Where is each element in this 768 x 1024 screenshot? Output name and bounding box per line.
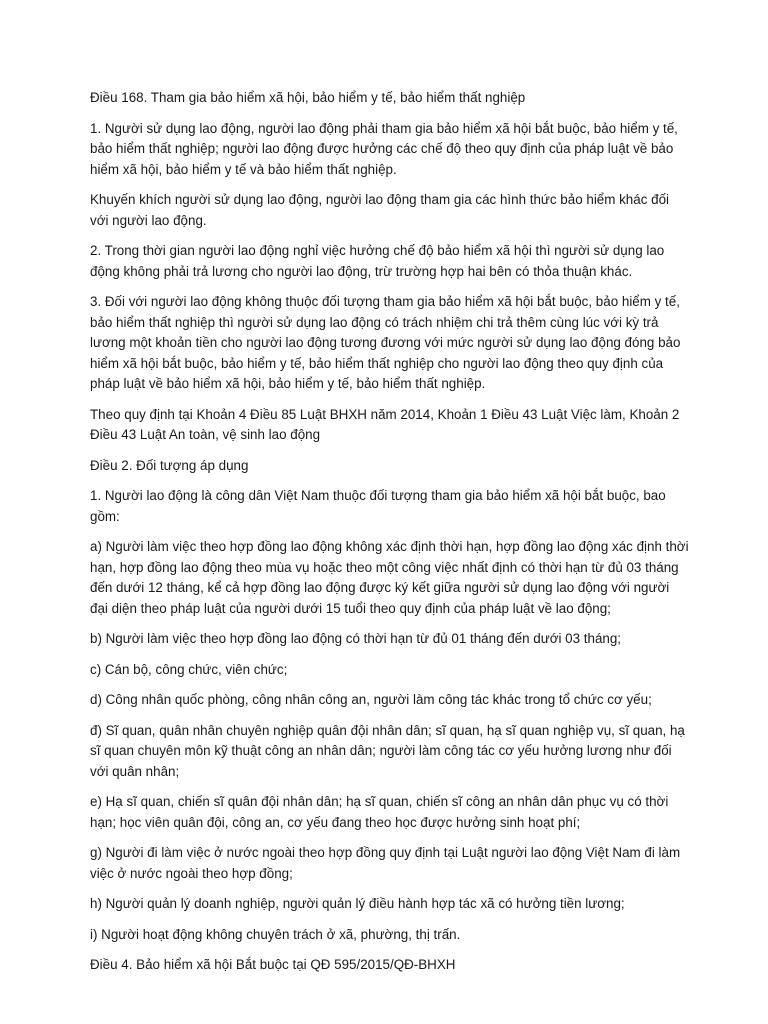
- article-168-clause-3: 3. Đối với người lao động không thuộc đối tượng tham gia bảo hiểm xã hội bắt buộc, bảo hiểm y tế, bảo hiểm thất nghiệp thì người sử dụng lao động có trách nhiệm chi trả thêm cùng lúc với kỳ trả lương một khoản tiền cho người lao động tương đương với mức người sử dụng lao động đóng bảo hiểm xã hội bắt buộc, bảo hiểm y tế, bảo hiểm thất nghiệp cho người lao động theo quy định của pháp luật về bảo hiểm xã hội, bảo hiểm y tế, bảo hiểm thất nghiệp.: [90, 294, 681, 391]
- article-2-item-h: h) Người quản lý doanh nghiệp, người quản lý điều hành hợp tác xã có hưởng tiền lương;: [90, 896, 625, 911]
- article-2-heading: Điều 2. Đối tượng áp dụng: [90, 457, 249, 473]
- legal-reference-note: Theo quy định tại Khoản 4 Điều 85 Luật BHXH năm 2014, Khoản 1 Điều 43 Luật Việc làm, Khoản 2 Điều 43 Luật An toàn, vệ sinh lao động: [90, 406, 680, 442]
- article-2-item-a: a) Người làm việc theo hợp đồng lao động không xác định thời hạn, hợp đồng lao động xác định thời hạn, hợp đồng lao động theo mùa vụ hoặc theo một công việc nhất định có thời hạn từ đủ 03 tháng đến dưới 12 tháng, kể cả hợp đồng lao động được ký kết giữa người sử dụng lao động với người đại diện theo pháp luật của người dưới 15 tuổi theo quy định của pháp luật về lao động;: [90, 539, 689, 616]
- document-page: [90, 88, 690, 986]
- article-168-clause-1-encouragement: Khuyến khích người sử dụng lao động, người lao động tham gia các hình thức bảo hiểm khác đối với người lao động.: [90, 192, 669, 228]
- article-2-item-c: c) Cán bộ, công chức, viên chức;: [90, 661, 288, 677]
- article-2-item-i: i) Người hoạt động không chuyên trách ở xã, phường, thị trấn.: [90, 926, 461, 942]
- article-2-item-dd: đ) Sĩ quan, quân nhân chuyên nghiệp quân đội nhân dân; sĩ quan, hạ sĩ quan nghiệp vụ, sĩ quan, hạ sĩ quan chuyên môn kỹ thuật công an nhân dân; người làm công tác cơ yếu hưởng lương như đối với quân nhân;: [90, 722, 685, 779]
- article-2-item-e: e) Hạ sĩ quan, chiến sĩ quân đội nhân dân; hạ sĩ quan, chiến sĩ công an nhân dân phục vụ có thời hạn; học viên quân đội, công an, cơ yếu đang theo học được hưởng sinh hoạt phí;: [90, 794, 669, 830]
- article-2-item-g: g) Người đi làm việc ở nước ngoài theo hợp đồng quy định tại Luật người lao động Việt Nam đi làm việc ở nước ngoài theo hợp đồng;: [90, 845, 681, 881]
- article-2-item-b: b) Người làm việc theo hợp đồng lao động có thời hạn từ đủ 01 tháng đến dưới 03 tháng;: [90, 631, 622, 646]
- article-168-clause-2: 2. Trong thời gian người lao động nghỉ việc hưởng chế độ bảo hiểm xã hội thì người sử dụng lao động không phải trả lương cho người lao động, trừ trường hợp hai bên có thỏa thuận khác.: [90, 243, 665, 279]
- article-168-clause-1: 1. Người sử dụng lao động, người lao động phải tham gia bảo hiểm xã hội bắt buộc, bảo hiểm y tế, bảo hiểm thất nghiệp; người lao động được hưởng các chế độ theo quy định của pháp luật về bảo hiểm xã hội, bảo hiểm y tế và bảo hiểm thất nghiệp.: [90, 120, 678, 177]
- article-4-heading: Điều 4. Bảo hiểm xã hội Bắt buộc tại QĐ 595/2015/QĐ-BHXH: [90, 957, 456, 972]
- article-2-clause-1: 1. Người lao động là công dân Việt Nam thuộc đối tượng tham gia bảo hiểm xã hội bắt buộc, bao gồm:: [90, 488, 666, 524]
- article-2-item-d: d) Công nhân quốc phòng, công nhân công an, người làm công tác khác trong tổ chức cơ yếu;: [90, 692, 652, 707]
- article-168-heading: Điều 168. Tham gia bảo hiểm xã hội, bảo hiểm y tế, bảo hiểm thất nghiệp: [90, 90, 526, 105]
